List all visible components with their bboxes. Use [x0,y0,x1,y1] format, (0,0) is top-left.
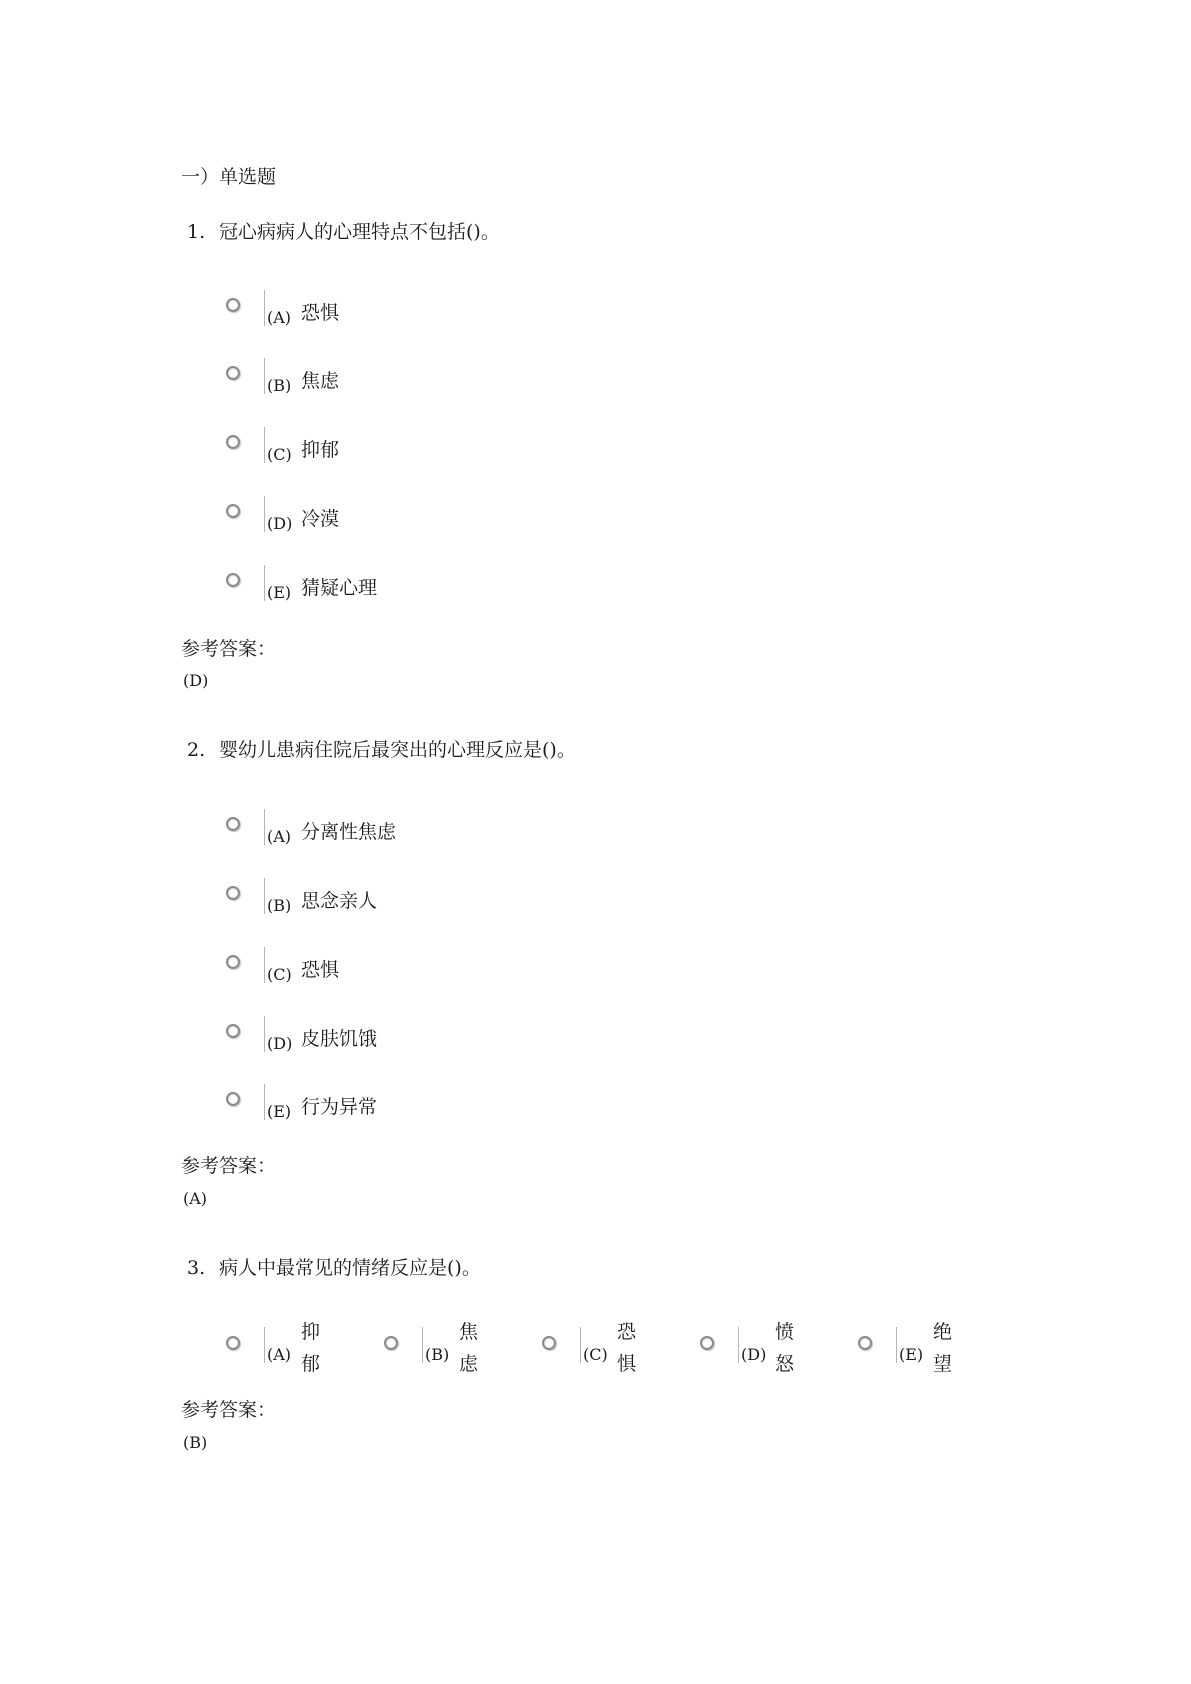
radio-button-icon[interactable] [542,1336,556,1350]
radio-button-icon[interactable] [858,1336,872,1350]
radio-button-icon[interactable] [700,1336,714,1350]
option-separator [264,565,265,601]
radio-button-icon[interactable] [226,573,240,587]
option-text-line1: 愤 [775,1321,795,1343]
option-text-line2: 惧 [617,1353,637,1375]
radio-button-icon[interactable] [226,886,240,900]
option-letter: (E) [899,1345,924,1364]
option-letter: (D) [741,1345,767,1364]
radio-button-icon[interactable] [226,298,240,312]
option-letter: (D) [267,1034,293,1053]
radio-button-icon[interactable] [226,435,240,449]
option-letter: (A) [267,308,292,327]
answer-label: 参考答案： [181,1399,277,1421]
option-text-line1: 抑 [301,1321,321,1343]
question-3-number: 3. [187,1257,206,1279]
option-text-line1: 恐 [617,1321,637,1343]
option-separator [264,947,265,983]
option-letter: (E) [267,1102,292,1121]
option-separator [738,1327,739,1363]
option-separator [264,427,265,463]
radio-button-icon[interactable] [226,1336,240,1350]
option-text: 猜疑心理 [301,577,378,599]
option-text: 行为异常 [301,1096,378,1118]
option-letter: (C) [267,965,292,984]
radio-button-icon[interactable] [226,366,240,380]
answer-label: 参考答案： [181,638,277,660]
option-text: 思念亲人 [301,890,378,912]
option-letter: (B) [425,1345,450,1364]
answer-value: (B) [183,1433,208,1452]
option-text: 皮肤饥饿 [301,1028,378,1050]
option-letter: (B) [267,896,292,915]
option-text: 抑郁 [301,439,340,461]
option-separator [264,878,265,914]
option-text: 冷漠 [301,508,340,530]
question-2-text: 婴幼儿患病住院后最突出的心理反应是()。 [219,739,576,761]
option-separator [422,1327,423,1363]
answer-label: 参考答案： [181,1155,277,1177]
option-text: 分离性焦虑 [301,821,397,843]
option-separator [264,809,265,845]
option-text-line2: 望 [933,1353,953,1375]
option-text-line2: 郁 [301,1353,321,1375]
option-separator [264,496,265,532]
radio-button-icon[interactable] [226,817,240,831]
option-letter: (A) [267,827,292,846]
radio-button-icon[interactable] [384,1336,398,1350]
answer-value: (D) [183,671,209,690]
option-letter: (B) [267,376,292,395]
option-text-line2: 虑 [459,1353,479,1375]
answer-value: (A) [183,1189,208,1208]
question-2-number: 2. [187,739,206,761]
option-text-line2: 怒 [775,1353,795,1375]
radio-button-icon[interactable] [226,1092,240,1106]
option-letter: (E) [267,583,292,602]
option-separator [264,358,265,394]
option-separator [264,1084,265,1120]
option-separator [580,1327,581,1363]
option-text: 恐惧 [301,302,340,324]
question-1-text: 冠心病病人的心理特点不包括()。 [219,221,500,243]
option-letter: (D) [267,514,293,533]
option-text-line1: 焦 [459,1321,479,1343]
option-letter: (C) [583,1345,608,1364]
option-text-line1: 绝 [933,1321,953,1343]
section-title: 一）单选题 [181,166,277,188]
option-text: 焦虑 [301,370,340,392]
option-separator [264,290,265,326]
question-1-number: 1. [187,221,206,243]
radio-button-icon[interactable] [226,955,240,969]
option-text: 恐惧 [301,959,340,981]
option-separator [264,1327,265,1363]
radio-button-icon[interactable] [226,1024,240,1038]
option-separator [896,1327,897,1363]
option-letter: (A) [267,1345,292,1364]
radio-button-icon[interactable] [226,504,240,518]
question-3-text: 病人中最常见的情绪反应是()。 [219,1257,481,1279]
option-separator [264,1016,265,1052]
option-letter: (C) [267,445,292,464]
